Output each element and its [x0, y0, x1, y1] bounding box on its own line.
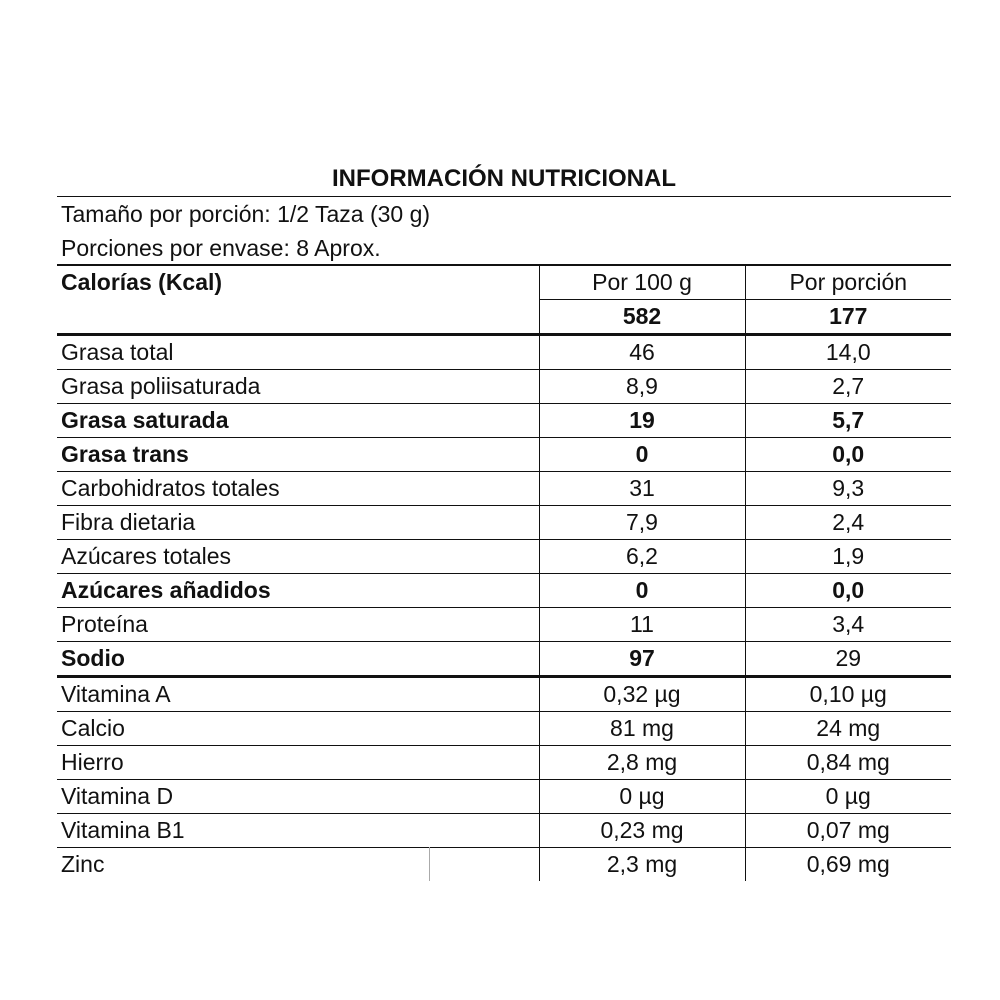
micronutrient-per100: 2,8 mg	[539, 746, 745, 780]
nutrient-portion: 2,4	[745, 506, 951, 540]
nutrient-row-sodio	[57, 642, 951, 677]
calories-label-spacer	[57, 300, 539, 335]
nutrient-name: Proteína	[57, 608, 539, 642]
nutrient-portion: 3,4	[745, 608, 951, 642]
micronutrient-per100: 0,32 µg	[539, 677, 745, 712]
nutrient-name: Azúcares añadidos	[57, 574, 539, 608]
nutrient-row-grasa-total	[57, 335, 951, 370]
nutrient-portion: 29	[745, 642, 951, 677]
micronutrient-name: Vitamina A	[57, 677, 539, 712]
micronutrient-per100: 0,23 mg	[539, 814, 745, 848]
micronutrient-portion: 0,10 µg	[745, 677, 951, 712]
micronutrient-name: Hierro	[57, 746, 539, 780]
calories-header-row	[57, 266, 951, 300]
micronutrient-name: Vitamina B1	[57, 814, 539, 848]
micronutrient-per100: 2,3 mg	[539, 848, 745, 882]
micronutrient-portion: 0 µg	[745, 780, 951, 814]
nutrient-name: Grasa poliisaturada	[57, 370, 539, 404]
nutrient-portion: 0,0	[745, 574, 951, 608]
nutrient-row-grasa-trans	[57, 438, 951, 472]
micronutrient-row-vitamina-a	[57, 677, 951, 712]
faint-divider	[429, 847, 430, 881]
nutrient-row-grasa-saturada	[57, 404, 951, 438]
micronutrient-per100: 81 mg	[539, 712, 745, 746]
micronutrient-row-calcio	[57, 712, 951, 746]
micronutrient-name-cell	[57, 848, 539, 882]
nutrient-row-proteina	[57, 608, 951, 642]
micronutrient-portion: 24 mg	[745, 712, 951, 746]
micronutrient-name: Vitamina D	[57, 780, 539, 814]
nutrient-per100: 11	[539, 608, 745, 642]
column-header-per100: Por 100 g	[539, 266, 745, 300]
nutrient-row-fibra-dietaria	[57, 506, 951, 540]
nutrient-name: Azúcares totales	[57, 540, 539, 574]
nutrient-portion: 1,9	[745, 540, 951, 574]
nutrient-name: Grasa trans	[57, 438, 539, 472]
nutrient-portion: 0,0	[745, 438, 951, 472]
nutrient-portion: 5,7	[745, 404, 951, 438]
nutrient-name: Grasa saturada	[57, 404, 539, 438]
nutrient-per100: 97	[539, 642, 745, 677]
calories-label: Calorías (Kcal)	[61, 269, 223, 296]
micronutrient-row-vitamina-d	[57, 780, 951, 814]
serving-size: Tamaño por porción: 1/2 Taza (30 g)	[61, 201, 431, 227]
nutrient-per100: 7,9	[539, 506, 745, 540]
micronutrient-row-hierro	[57, 746, 951, 780]
nutrient-name: Carbohidratos totales	[57, 472, 539, 506]
nutrient-row-azucares-anadidos	[57, 574, 951, 608]
micronutrient-row-zinc	[57, 848, 951, 882]
calories-portion: 177	[745, 300, 951, 335]
nutrient-portion: 2,7	[745, 370, 951, 404]
nutrient-row-grasa-poliisaturada	[57, 370, 951, 404]
nutrient-per100: 8,9	[539, 370, 745, 404]
column-header-portion: Por porción	[745, 266, 951, 300]
nutrition-label	[57, 162, 951, 881]
nutrient-per100: 19	[539, 404, 745, 438]
micronutrient-name: Zinc	[61, 851, 105, 877]
servings-per-container: Porciones por envase: 8 Aprox.	[57, 231, 951, 266]
micronutrient-portion: 0,69 mg	[745, 848, 951, 882]
micronutrient-name: Calcio	[57, 712, 539, 746]
nutrient-per100: 6,2	[539, 540, 745, 574]
calories-value-row	[57, 300, 951, 335]
micronutrient-portion: 0,84 mg	[745, 746, 951, 780]
nutrient-name: Sodio	[57, 642, 539, 677]
nutrient-portion: 9,3	[745, 472, 951, 506]
nutrient-row-carbohidratos-totales	[57, 472, 951, 506]
nutrient-per100: 46	[539, 335, 745, 370]
micronutrient-per100: 0 µg	[539, 780, 745, 814]
label-title: INFORMACIÓN NUTRICIONAL	[57, 162, 951, 197]
nutrient-name: Grasa total	[57, 335, 539, 370]
nutrient-per100: 0	[539, 438, 745, 472]
nutrient-portion: 14,0	[745, 335, 951, 370]
nutrient-name: Fibra dietaria	[57, 506, 539, 540]
nutrient-per100: 0	[539, 574, 745, 608]
calories-per100: 582	[539, 300, 745, 335]
nutrient-row-azucares-totales	[57, 540, 951, 574]
nutrient-per100: 31	[539, 472, 745, 506]
micronutrient-portion: 0,07 mg	[745, 814, 951, 848]
nutrition-table	[57, 266, 951, 881]
micronutrient-row-vitamina-b1	[57, 814, 951, 848]
